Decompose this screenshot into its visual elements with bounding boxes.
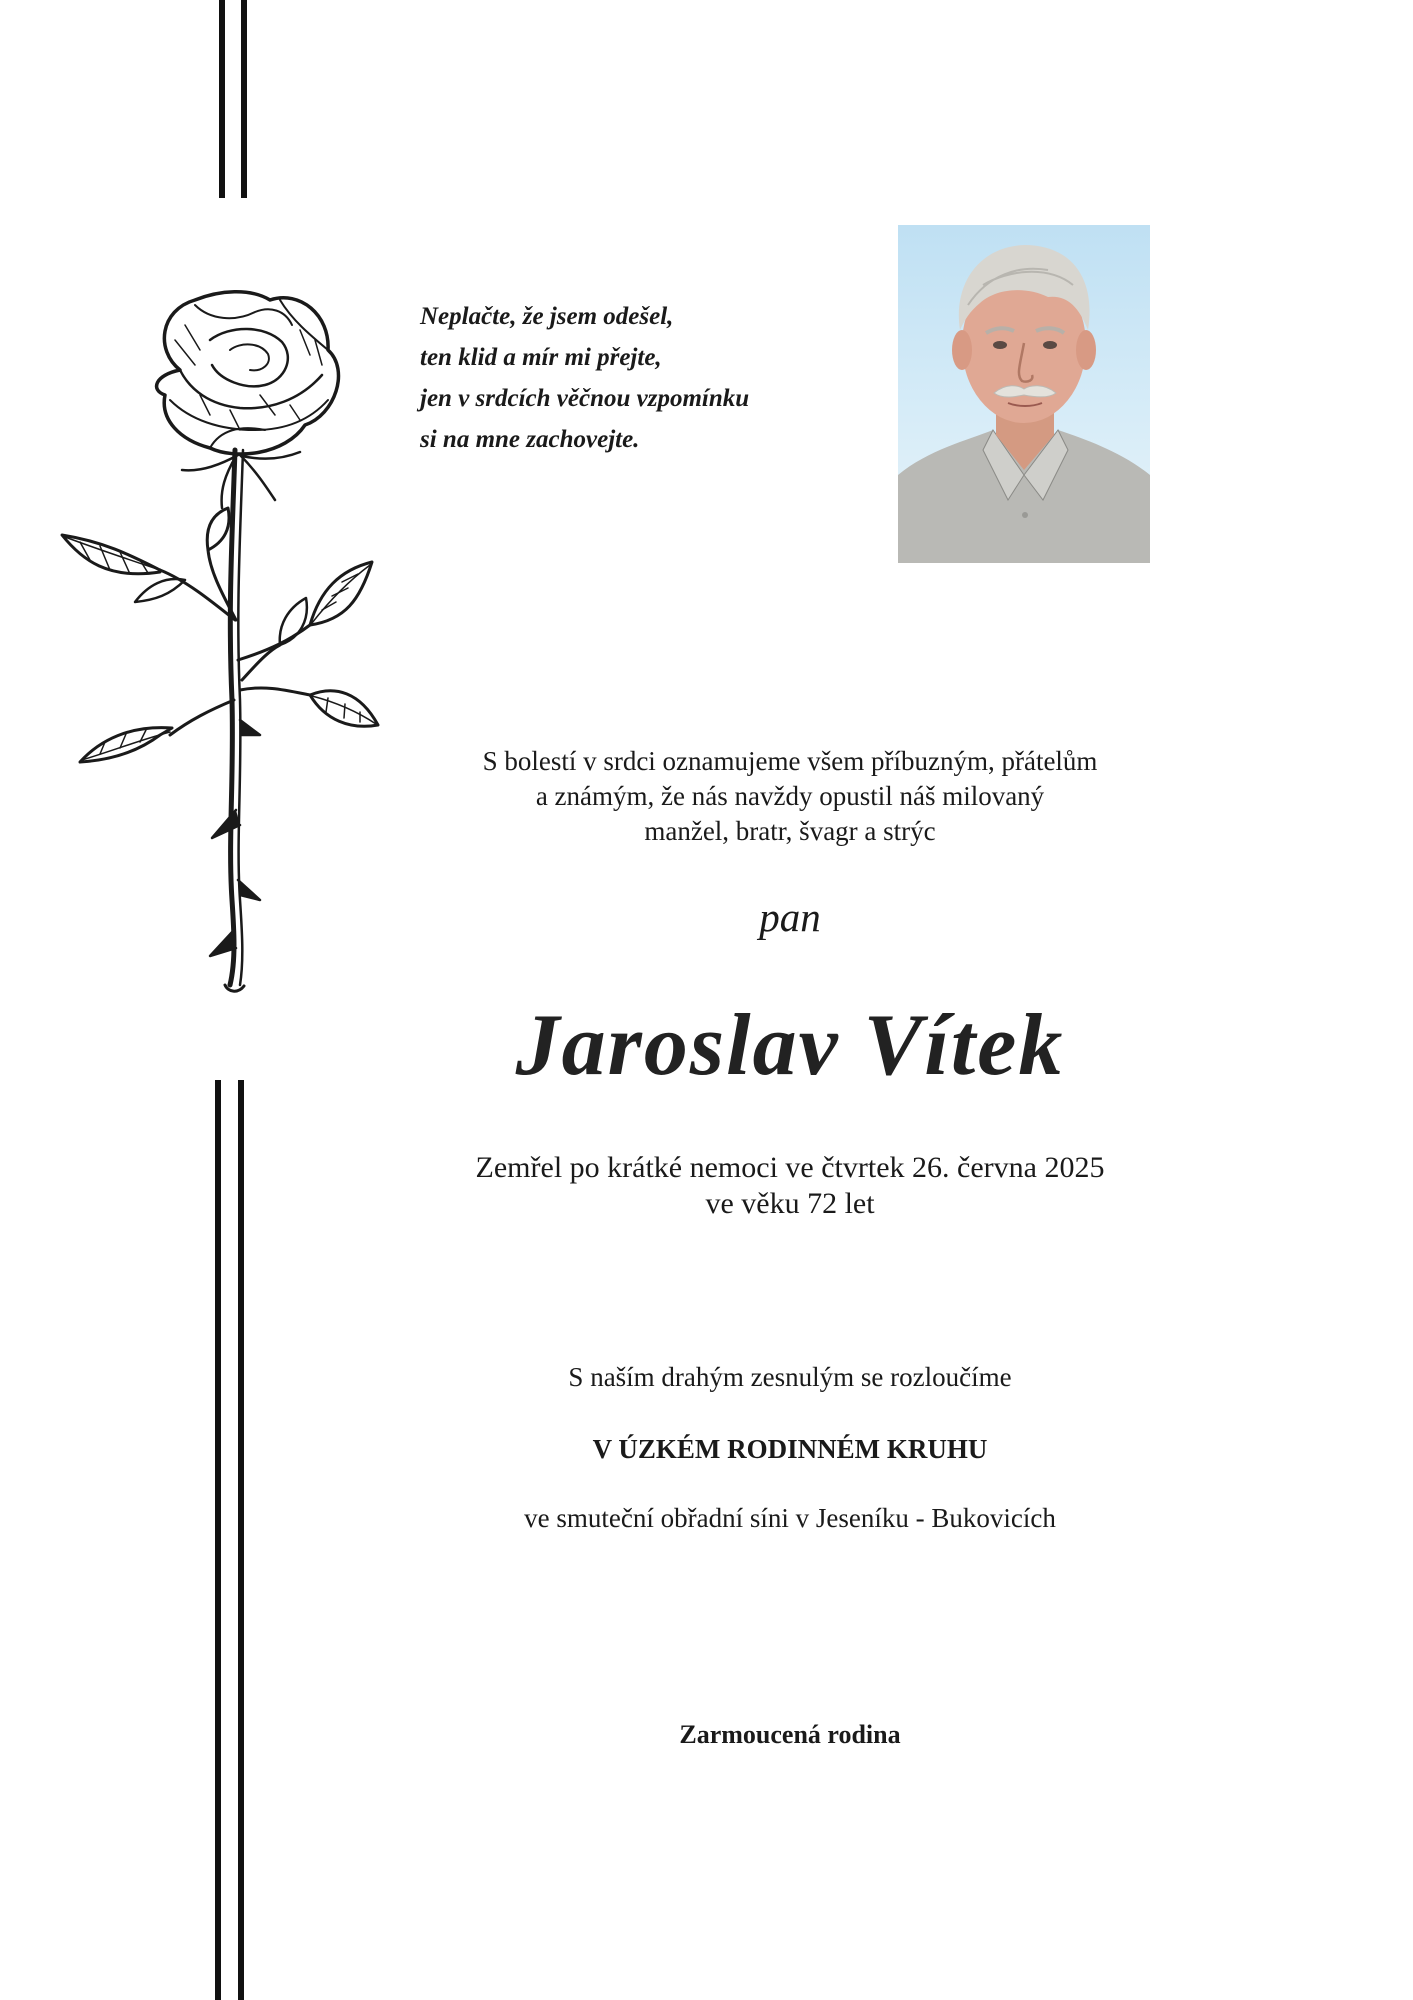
bottom-divider-line-left xyxy=(215,1080,221,2000)
death-line: Zemřel po krátké nemoci ve čtvrtek 26. června 2025 xyxy=(475,1151,1105,1184)
top-divider-line-right xyxy=(241,0,247,198)
poem-line: ten klid a mír mi přejte, xyxy=(420,344,662,371)
top-divider-line-left xyxy=(219,0,225,198)
bottom-divider-line-right xyxy=(238,1080,244,2000)
announcement-line: S bolestí v srdci oznamujeme všem příbuzným, přátelům xyxy=(482,746,1098,776)
announcement-text xyxy=(330,744,1250,849)
death-details xyxy=(330,1150,1250,1222)
announcement-line: a známým, že nás navždy opustil náš milovaný xyxy=(535,781,1045,811)
portrait-photo xyxy=(898,225,1150,563)
announcement-line: manžel, bratr, švagr a strýc xyxy=(644,816,936,846)
memorial-poem xyxy=(420,296,890,460)
honorific: pan xyxy=(759,894,821,940)
farewell-mode: V ÚZKÉM RODINNÉM KRUHU xyxy=(592,1434,988,1464)
farewell-place: ve smuteční obřadní síni v Jeseníku - Bukovicích xyxy=(524,1503,1056,1533)
poem-line: jen v srdcích věčnou vzpomínku xyxy=(420,385,750,412)
deceased-name: Jaroslav Vítek xyxy=(515,997,1065,1094)
farewell-lead: S naším drahým zesnulým se rozloučíme xyxy=(568,1362,1012,1392)
rose-illustration xyxy=(60,280,390,1000)
poem-line: si na mne zachovejte. xyxy=(420,426,640,453)
poem-line: Neplačte, že jsem odešel, xyxy=(420,303,674,330)
signature: Zarmoucená rodina xyxy=(679,1720,901,1749)
death-line: ve věku 72 let xyxy=(705,1187,875,1220)
